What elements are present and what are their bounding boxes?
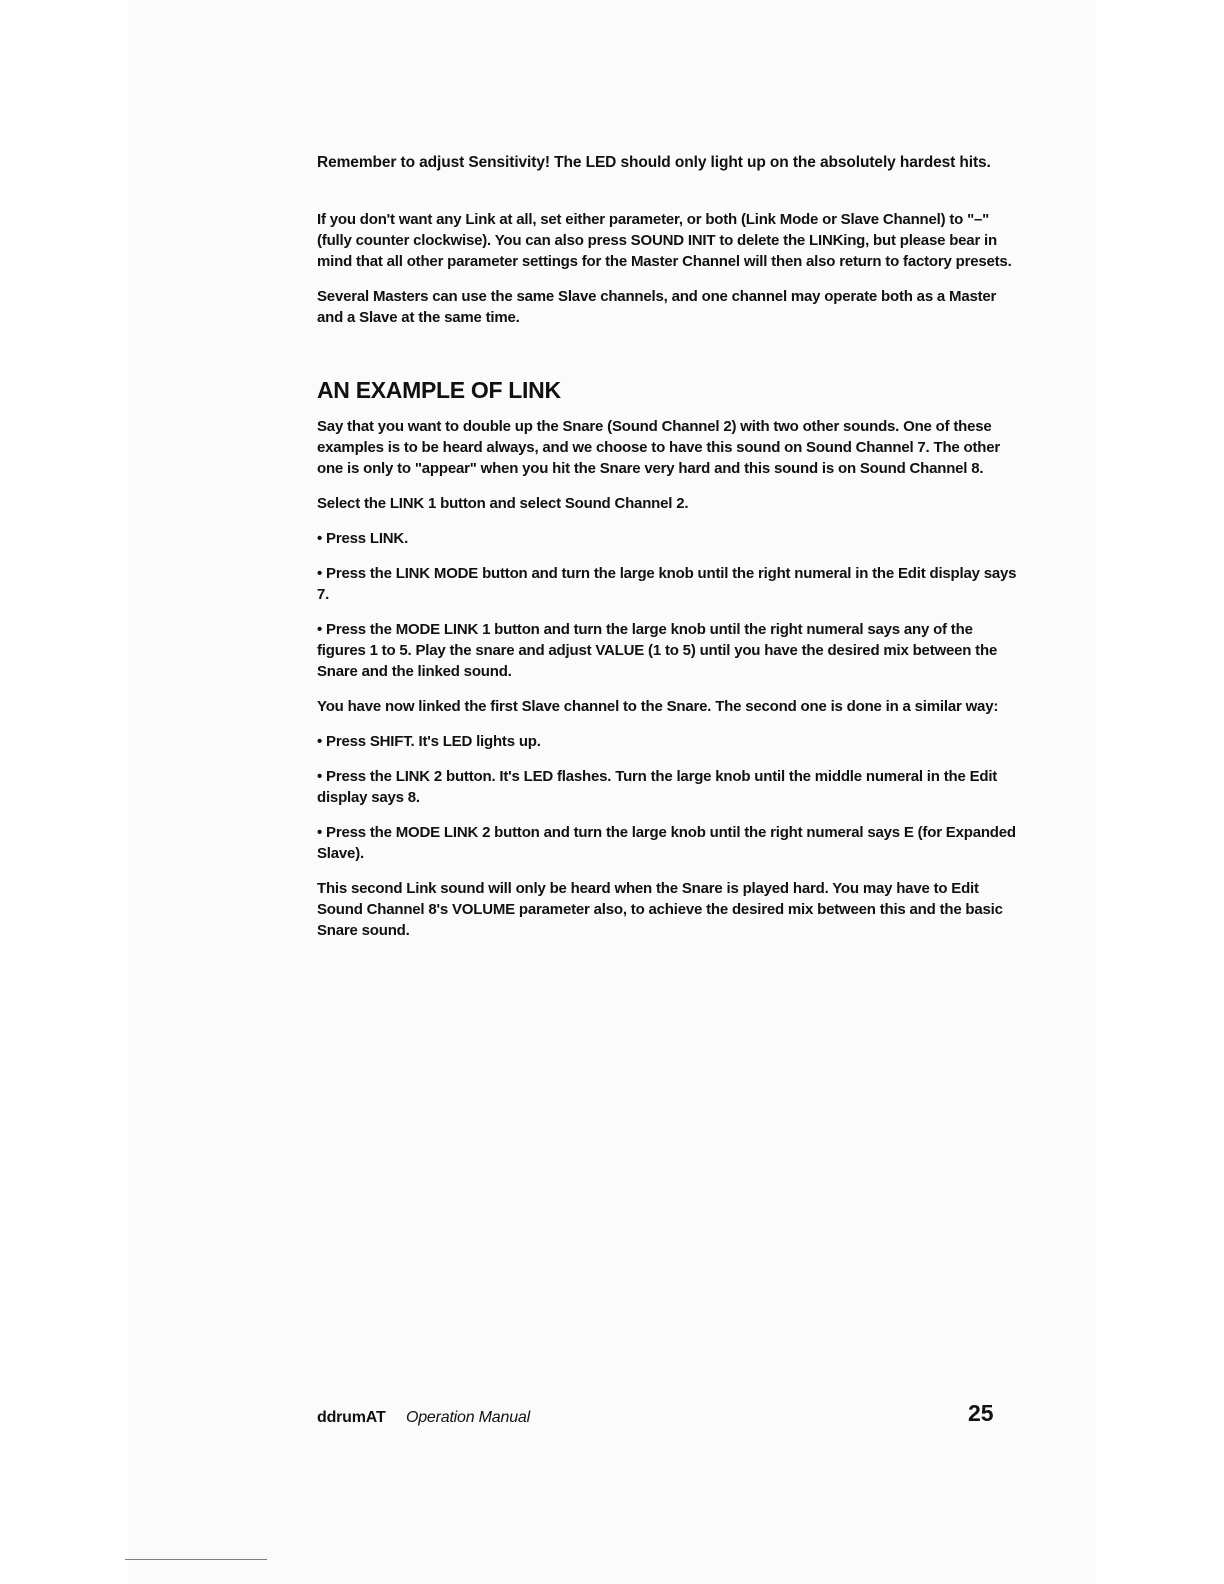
paragraph-closing: This second Link sound will only be heard when the Snare is played hard. You may have to Edit Sound Channel 8's VOLUME parameter also, to achieve the desired mix between this and the basic Snare sound.	[317, 880, 1003, 939]
footer-manual-title: Operation Manual	[405, 1409, 530, 1426]
sensitivity-warning: Remember to adjust Sensitivity! The LED should only light up on the absolutely hardest hits.	[317, 154, 991, 171]
step-press-link: • Press LINK.	[317, 528, 1017, 549]
paragraph-example-intro: Say that you want to double up the Snare (Sound Channel 2) with two other sounds. One of these examples is to be heard always, and we choose to have this sound on Sound Channel 7. The other one is only to "appear" when you hit the Snare very hard and this sound is on Sound Channel 8.	[317, 418, 1001, 477]
bottom-rule	[125, 1559, 267, 1560]
page-content	[317, 152, 1017, 955]
paragraph-no-link: If you don't want any Link at all, set either parameter, or both (Link Mode or Slave Channel) to "–" (fully counter clockwise). You can also press SOUND INIT to delete the LINKing, but please bear in mind that all other parameter settings for the Master Channel will then also return to factory presets.	[317, 211, 1012, 270]
paragraph-several-masters: Several Masters can use the same Slave channels, and one channel may operate both as a Master and a Slave at the same time.	[317, 288, 997, 326]
paragraph-transition: You have now linked the first Slave channel to the Snare. The second one is done in a similar way:	[317, 698, 999, 715]
step-link-2: • Press the LINK 2 button. It's LED flashes. Turn the large knob until the middle numeral in the Edit display says 8.	[317, 766, 1017, 808]
section-heading: AN EXAMPLE OF LINK	[317, 377, 561, 403]
step-link-mode: • Press the LINK MODE button and turn the large knob until the right numeral in the Edit display says 7.	[317, 563, 1017, 605]
footer-brand: ddrumAT	[317, 1409, 386, 1426]
page-number: 25	[968, 1400, 994, 1426]
step-press-shift: • Press SHIFT. It's LED lights up.	[317, 731, 1017, 752]
step-mode-link-2: • Press the MODE LINK 2 button and turn the large knob until the right numeral says E (for Expanded Slave).	[317, 822, 1017, 864]
step-mode-link-1: • Press the MODE LINK 1 button and turn the large knob until the right numeral says any of the figures 1 to 5. Play the snare and adjust VALUE (1 to 5) until you have the desired mix between the Snare and the linked sound.	[317, 619, 1017, 682]
page-footer	[317, 1408, 530, 1428]
paragraph-select-instruction: Select the LINK 1 button and select Sound Channel 2.	[317, 495, 689, 512]
